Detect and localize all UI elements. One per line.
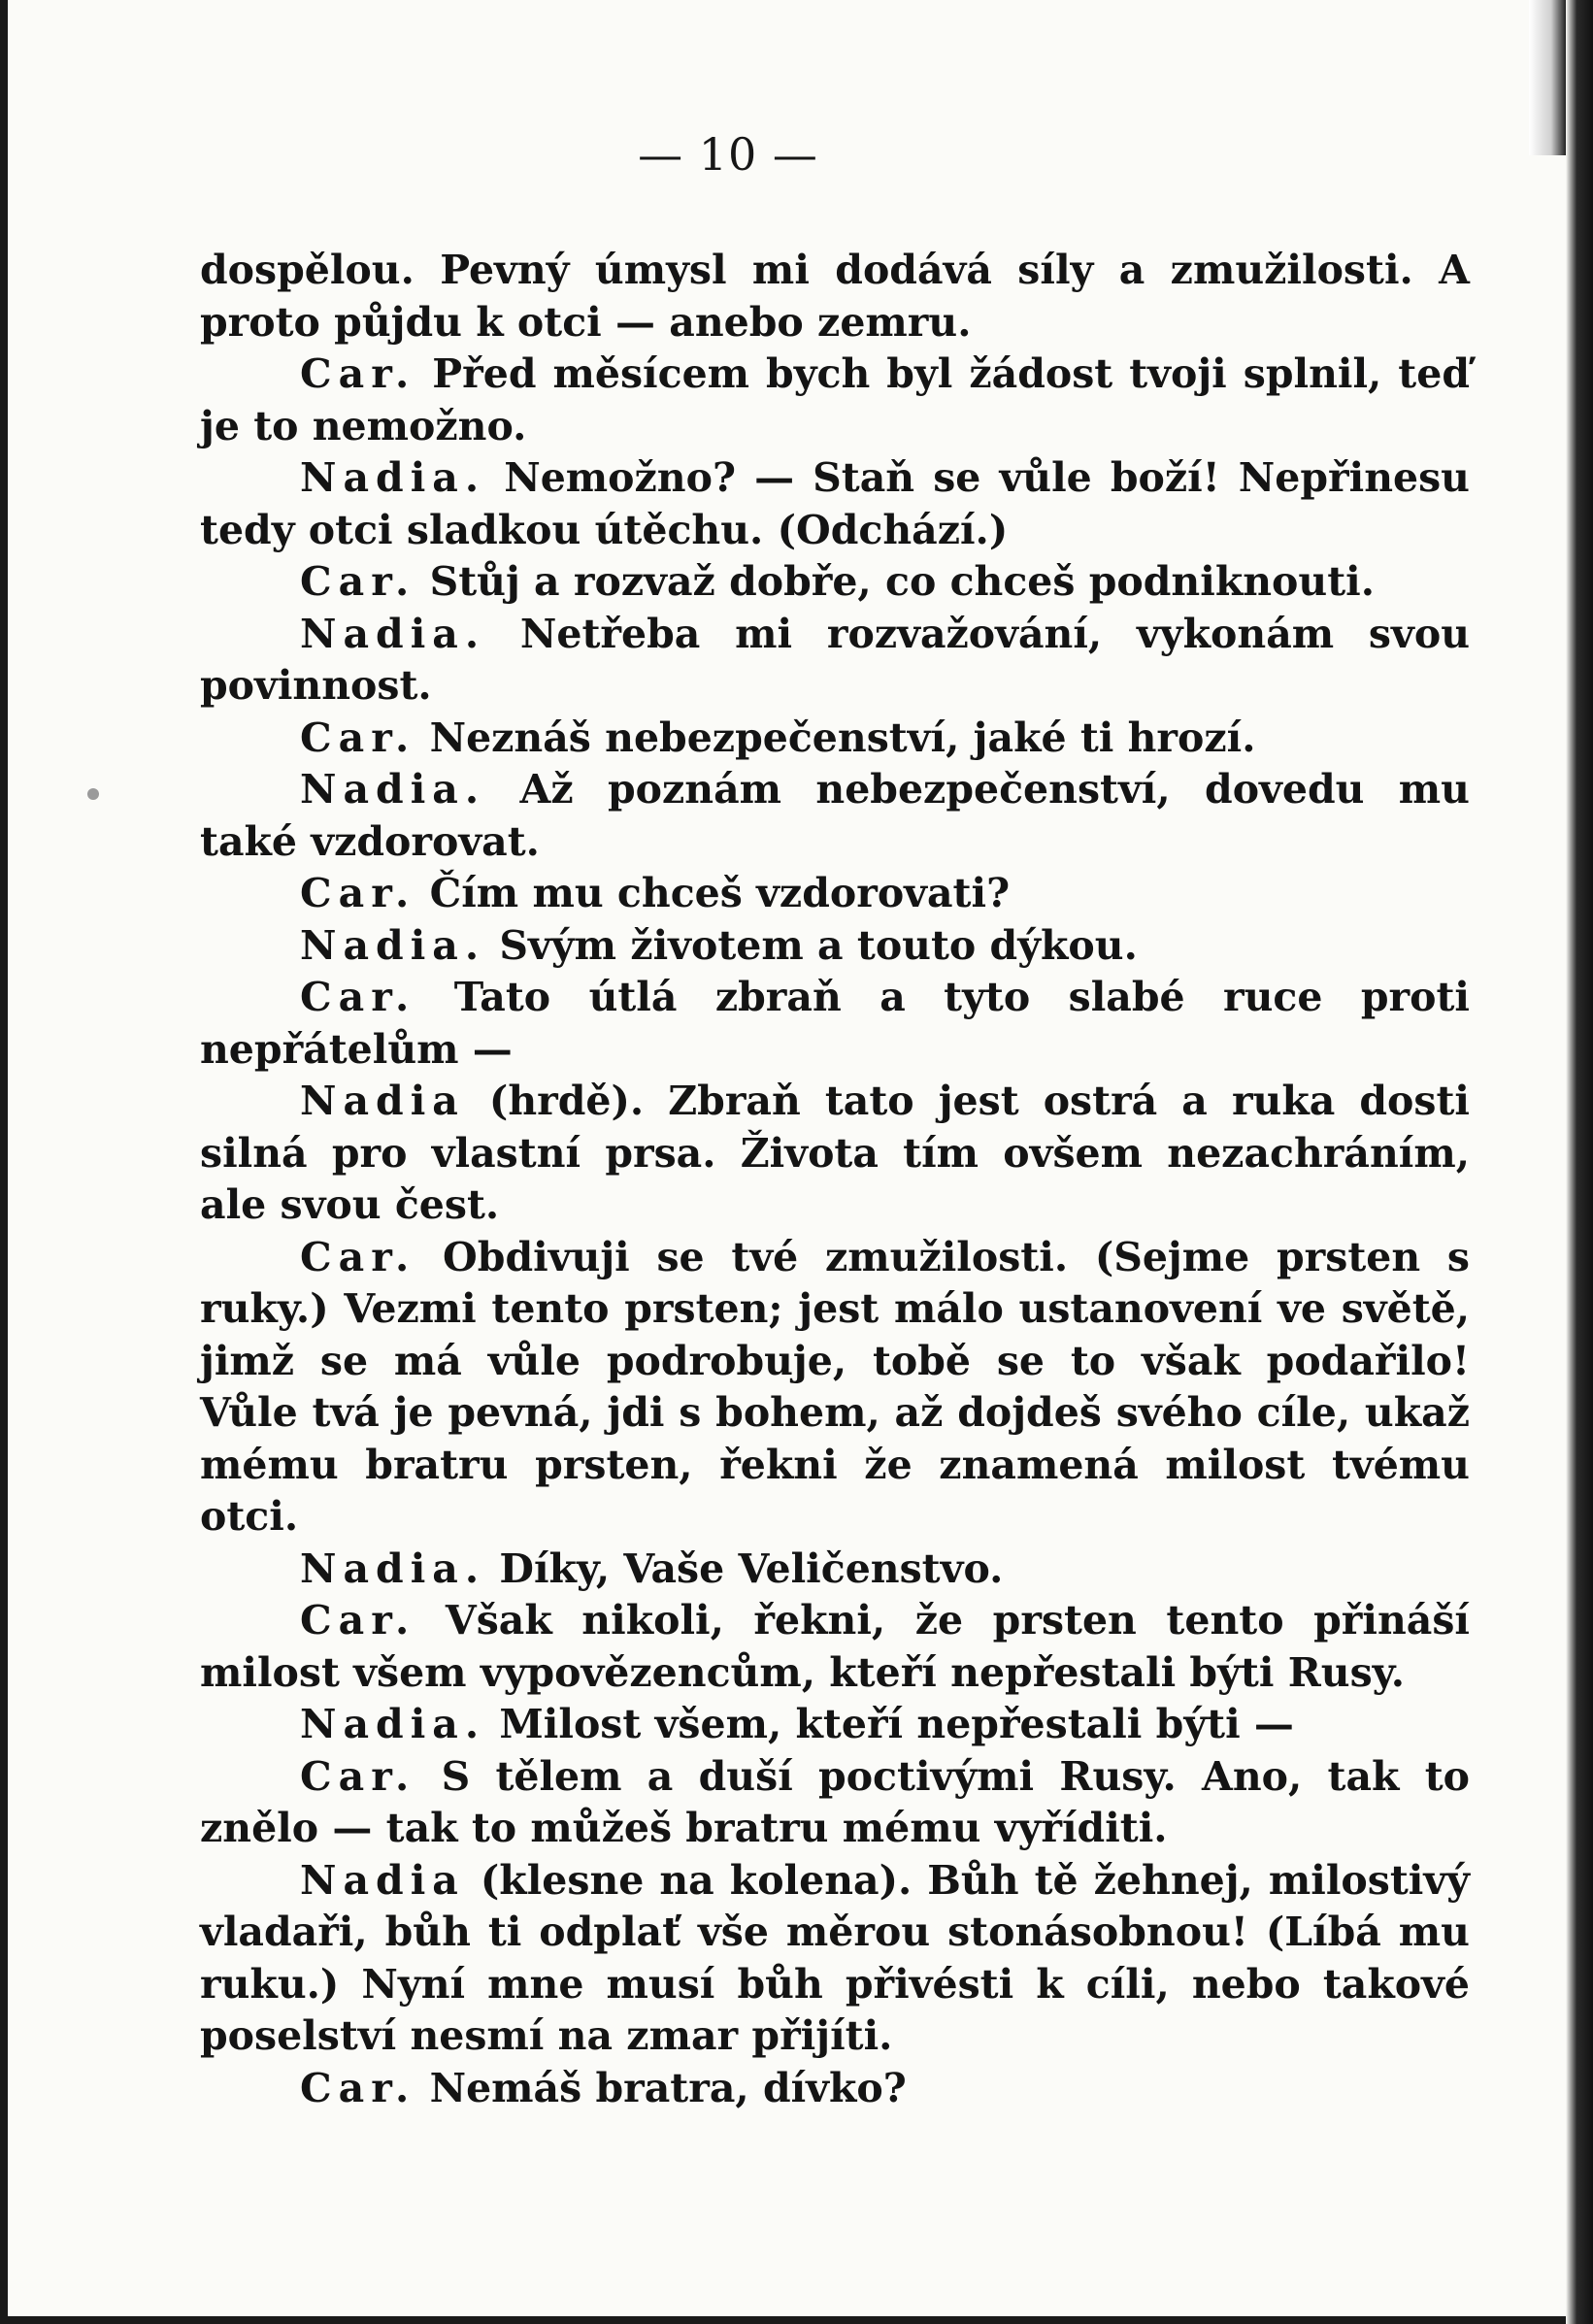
- page-tab-shadow: [1529, 0, 1566, 155]
- paragraph-text: Milost všem, kteří nepřestali býti —: [485, 1701, 1294, 1747]
- right-page-edge: [1566, 0, 1593, 2324]
- speaker-name: Nadia: [300, 1078, 465, 1124]
- paragraph-text: Díky, Vaše Veličenstvo.: [485, 1544, 1004, 1592]
- paragraph: [200, 1699, 1470, 1751]
- paragraph: [200, 713, 1470, 765]
- speaker-name: Car.: [300, 1597, 416, 1643]
- speaker-name: Nadia.: [300, 1701, 486, 1747]
- paragraph-text: Netřeba mi rozvažování, vykonám svou povinnost.: [200, 610, 1470, 709]
- paragraph-text: Však nikoli, řekni, že prsten tento přináší milost všem vypovězencům, kteří nepřestali býti Rusy.: [200, 1597, 1470, 1696]
- bottom-border: [0, 2316, 1593, 2324]
- paragraph: [200, 1232, 1470, 1544]
- paragraph: [200, 1544, 1470, 1596]
- paragraph-text: dospělou. Pevný úmysl mi dodává síly a zmužilosti. A proto půjdu k otci — anebo zemru.: [200, 247, 1470, 346]
- paragraph-text: (klesne na kolena). Bůh tě žehnej, milostivý vladaři, bůh ti odplať vše měrou stonásobnou! (Líbá mu ruku.) Nyní mne musí bůh přivésti k cíli, nebo takové poselství nesmí na zmar přijíti.: [200, 1856, 1470, 2059]
- paragraph: [200, 609, 1470, 713]
- paper-speck: [87, 788, 99, 800]
- paragraph: [200, 1076, 1470, 1232]
- speaker-name: Nadia.: [300, 610, 486, 657]
- paragraph: [200, 972, 1470, 1076]
- speaker-name: Car.: [300, 870, 416, 916]
- page-number: — 10 —: [638, 128, 818, 181]
- speaker-name: Car.: [300, 714, 416, 761]
- dialogue-text: [200, 245, 1470, 2114]
- speaker-name: Nadia.: [300, 454, 486, 501]
- paragraph-text: Obdivuji se tvé zmužilosti. (Sejme prsten s ruky.) Vezmi tento prsten; jest málo ustanovení ve světě, jimž se má vůle podrobuje, tobě se to však podařilo! Vůle tvá je pevná, jdi s bohem, až dojdeš svého cíle, ukaž mému bratru prsten, řekni že znamená milost tvému otci.: [200, 1233, 1470, 1540]
- speaker-name: Car.: [300, 350, 416, 397]
- speaker-name: Nadia.: [300, 1544, 486, 1592]
- paragraph-text: (hrdě). Zbraň tato jest ostrá a ruka dosti silná pro vlastní prsa. Života tím ovšem nezachráním, ale svou čest.: [200, 1078, 1470, 1228]
- paragraph: [200, 349, 1470, 452]
- paragraph-text: Až poznám nebezpečenství, dovedu mu také vzdorovat.: [200, 766, 1470, 865]
- paragraph-text: S tělem a duší poctivými Rusy. Ano, tak to znělo — tak to můžeš bratru mému vyříditi.: [200, 1752, 1470, 1851]
- paragraph: [200, 2063, 1470, 2115]
- speaker-name: Nadia.: [300, 921, 486, 969]
- paragraph: [200, 1855, 1470, 2063]
- speaker-name: Car.: [300, 558, 416, 605]
- paragraph: [200, 452, 1470, 556]
- paragraph-text: Nemáš bratra, dívko?: [415, 2064, 907, 2111]
- speaker-name: Car.: [300, 974, 416, 1020]
- left-border: [0, 0, 8, 2324]
- paragraph: [200, 245, 1470, 349]
- paragraph: [200, 1751, 1470, 1855]
- paragraph: [200, 556, 1470, 609]
- paragraph-text: Neznáš nebezpečenství, jaké ti hrozí.: [415, 714, 1256, 761]
- paragraph-text: Čím mu chceš vzdorovati?: [415, 870, 1011, 916]
- paragraph-text: Tato útlá zbraň a tyto slabé ruce proti nepřátelům —: [200, 974, 1470, 1073]
- paragraph-text: Před měsícem bych byl žádost tvoji splnil, teď je to nemožno.: [200, 350, 1470, 449]
- speaker-name: Car.: [300, 2064, 416, 2111]
- paragraph-text: Stůj a rozvaž dobře, co chceš podniknouti.: [415, 558, 1375, 605]
- speaker-name: Car.: [300, 1752, 416, 1800]
- speaker-name: Nadia: [300, 1856, 465, 1904]
- paragraph-text: Svým životem a touto dýkou.: [485, 921, 1138, 969]
- paragraph: [200, 1595, 1470, 1699]
- paragraph-text: Nemožno? — Staň se vůle boží! Nepřinesu tedy otci sladkou útěchu. (Odchází.): [200, 454, 1470, 553]
- paragraph: [200, 868, 1470, 920]
- paragraph: [200, 764, 1470, 868]
- speaker-name: Car.: [300, 1233, 416, 1280]
- speaker-name: Nadia.: [300, 766, 486, 813]
- paragraph: [200, 920, 1470, 973]
